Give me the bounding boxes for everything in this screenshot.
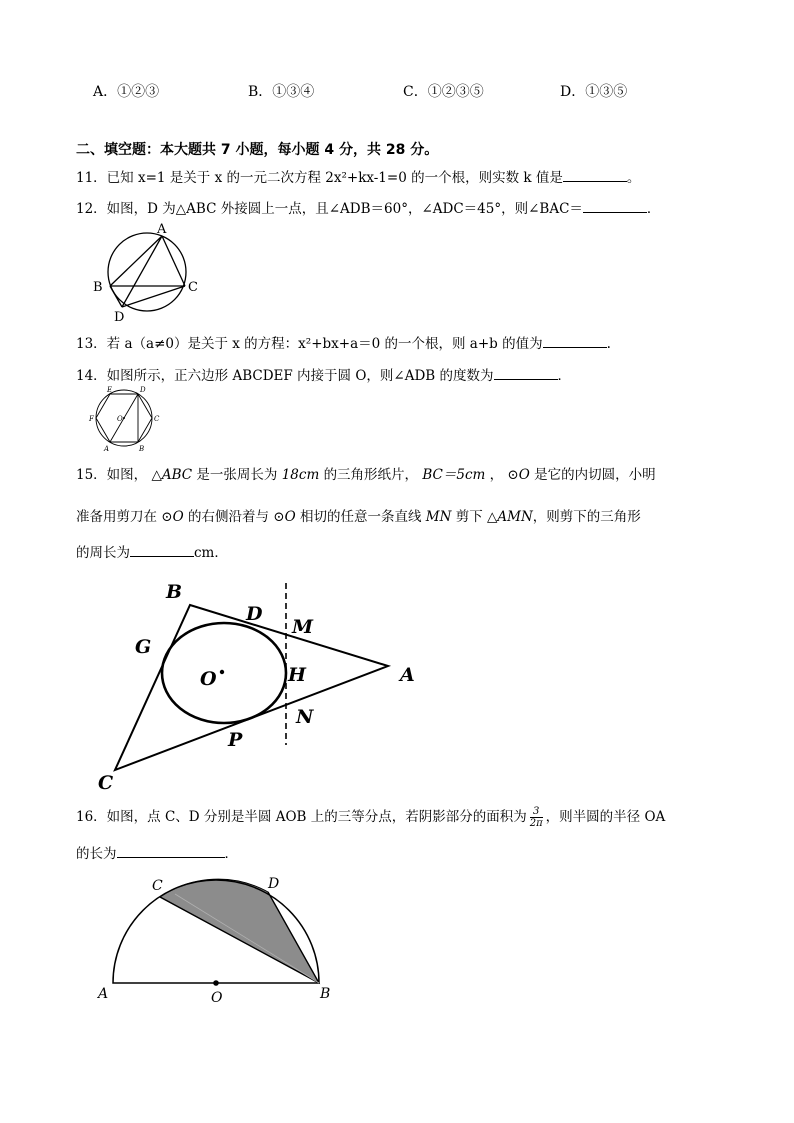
question-15-line-3 (76, 541, 228, 561)
label-b: B (93, 280, 103, 295)
q16-text-1b: ，则半圆的半径 OA (545, 809, 666, 825)
q16-text-2a: 的长为 (76, 846, 117, 862)
center-dot (123, 417, 125, 419)
q15-text-2d: 剪下 (455, 509, 483, 525)
question-11 (76, 166, 640, 186)
triangle-abc-shape (115, 605, 388, 770)
option-b: B．①③④ (248, 84, 315, 100)
figure-16 (90, 872, 350, 1008)
question-16-line-2 (76, 842, 238, 862)
label-o: O (117, 415, 123, 423)
area-fraction (530, 806, 543, 829)
q15-text-1b: 是一张周长为 (196, 467, 278, 483)
label-n: N (296, 706, 314, 728)
segment-db (110, 286, 122, 307)
answer-blank-12 (583, 198, 647, 213)
triangle-abc: ABC (161, 467, 193, 483)
triangle-amn: △AMN (487, 509, 533, 525)
question-14-text: 14．如图所示，正六边形 ABCDEF 内接于圆 O，则∠ADB 的度数为 (76, 368, 494, 384)
label-a: A (157, 222, 167, 237)
segment-ab (110, 236, 162, 286)
circle-o-symbol: ⊙O (507, 467, 530, 483)
label-a: A (98, 986, 109, 1002)
question-16-line-1 (76, 805, 665, 829)
q15-text-2e: ，则剪下的三角形 (532, 509, 641, 525)
incircle (162, 623, 286, 723)
option-d: D．①③⑤ (560, 84, 628, 100)
label-h: H (288, 664, 306, 686)
label-d: D (268, 876, 280, 892)
option-a: A．①②③ (93, 84, 160, 100)
label-p: P (228, 729, 243, 751)
center-o (213, 980, 219, 986)
question-12 (76, 197, 660, 217)
circle-o-symbol-2: ⊙O (161, 509, 184, 525)
figure-12 (90, 222, 210, 324)
question-13-text: 13．若 a（a≠0）是关于 x 的方程：x²+bx+a＝0 的一个根，则 a+b 的值为 (76, 336, 543, 352)
shaded-region (160, 879, 319, 983)
label-f: F (89, 415, 94, 423)
question-12-text: 12．如图，D 为△ABC 外接圆上一点，且∠ADB＝60°，∠ADC＝45°，则∠BAC＝ (76, 201, 583, 217)
figure-14 (86, 385, 166, 453)
q15-text-2a: 准备用剪刀在 (76, 509, 157, 525)
question-13-tail: . (606, 336, 611, 352)
label-a: A (104, 445, 110, 453)
bc-value: BC＝5cm (422, 467, 486, 483)
answer-blank-14 (494, 365, 558, 380)
question-12-tail: ． (646, 201, 661, 217)
q15-text-1d: 是它的内切圆，小明 (534, 467, 656, 483)
label-d: D (140, 386, 146, 394)
label-o: O (200, 668, 217, 690)
question-11-text: 11．已知 x=1 是关于 x 的一元二次方程 2x²+kx-1=0 的一个根，则实数 k 值是 (76, 170, 563, 186)
q16-text-1a: 16．如图，点 C、D 分别是半圆 AOB 上的三等分点，若阴影部分的面积为 (76, 809, 527, 825)
question-14 (76, 364, 571, 384)
question-14-tail: ． (557, 368, 572, 384)
label-m: M (292, 616, 314, 638)
label-d: D (246, 603, 263, 625)
label-e: E (107, 386, 113, 394)
q15-comma: ， (489, 467, 504, 483)
option-c: C．①②③⑤ (403, 84, 484, 100)
figure-15 (90, 575, 430, 797)
label-c: C (152, 878, 163, 894)
q15-text-2b: 的右侧沿着与 (187, 509, 269, 525)
answer-blank-11 (563, 167, 627, 182)
fraction-numerator: 3 (530, 806, 543, 818)
label-d: D (114, 310, 125, 324)
q15-text-3a: 的周长为 (76, 545, 130, 561)
label-a: A (400, 664, 415, 686)
label-c: C (154, 415, 160, 423)
fraction-denominator: 2π (529, 818, 543, 829)
label-o: O (211, 990, 223, 1006)
answer-blank-16 (117, 843, 225, 858)
label-g: G (135, 636, 152, 658)
line-mn: MN (425, 509, 452, 525)
answer-blank-13 (543, 333, 607, 348)
label-b: B (320, 986, 331, 1002)
perimeter-value: 18cm (281, 467, 320, 483)
q15-text-1a: 15．如图， (76, 467, 148, 483)
q16-text-2b: ． (224, 846, 238, 862)
section-heading: 二、填空题：本大题共 7 小题，每小题 4 分，共 28 分。 (76, 142, 439, 158)
q15-text-1c: 的三角形纸片， (323, 467, 419, 483)
center-o (220, 670, 224, 674)
answer-blank-15 (130, 542, 194, 557)
label-c: C (188, 280, 198, 295)
triangle-symbol: △ (151, 467, 162, 483)
question-15-line-2 (76, 505, 641, 525)
q15-text-2c: 相切的任意一条直线 (299, 509, 422, 525)
question-13 (76, 332, 611, 352)
label-b: B (166, 581, 183, 603)
question-11-tail: 。 (626, 170, 641, 186)
question-15-line-1 (76, 463, 656, 483)
q15-text-3b: cm． (194, 545, 228, 561)
circle-o-symbol-3: ⊙O (273, 509, 296, 525)
label-b: B (139, 445, 145, 453)
label-c: C (98, 772, 114, 794)
